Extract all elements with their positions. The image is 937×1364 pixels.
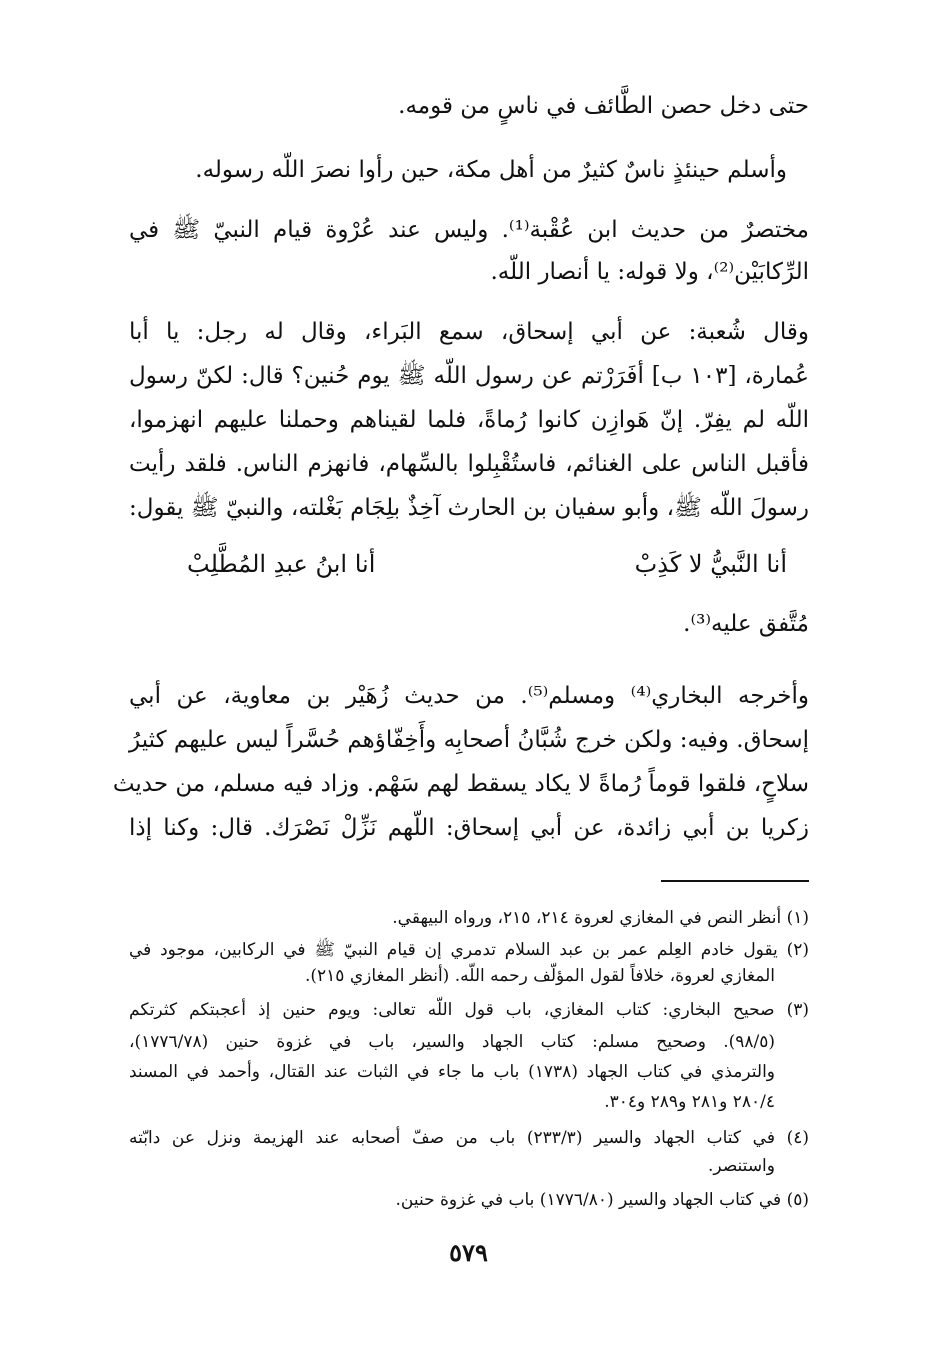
footnote-1: (١) أنظر النص في المغازي لعروة ٢١٤، ٢١٥، ورواه البيهقي. [392, 908, 809, 928]
body-line-5: وقال شُعبة: عن أبي إسحاق، سمع البَراء، وقال له رجل: يا أبا [129, 319, 809, 345]
footnote-2-cont: المغازي لعروة، خلافاً لقول المؤلّف رحمه اللّه. (أنظر المغازي ٢١٥). [305, 966, 775, 986]
body-line-6: عُمارة، [١٠٣ ب] أفَرَرْتم عن رسول اللّه ﷺ يوم حُنين؟ قال: لكنّ رسول [129, 363, 809, 389]
body-line-14: زكريا بن أبي زائدة، عن أبي إسحاق: اللّهم نَزِّلْ نَصْرَك. قال: وكنا إذا [129, 815, 809, 841]
footnote-2: (٢) يقول خادم العِلم عمر بن عبد السلام تدمري إن قيام النبيّ ﷺ في الركابين، موجود في [129, 940, 809, 960]
body-line-1: حتى دخل حصن الطَّائف في ناسٍ من قومه. [398, 93, 809, 119]
body-line-7: اللّه لم يفِرّ. إنّ هَوازِن كانوا رُماةً، فلما لقيناهم وحملنا عليهم انهزموا، [129, 407, 809, 433]
body-line-8: فأقبل الناس على الغنائم، فاستُقْبِلوا بالسِّهام، فانهزم الناس. فلقد رأيت [129, 451, 809, 477]
poetry-verse [187, 544, 787, 584]
body-line-13: سلاحٍ، فلقوا قوماً رُماةً لا يكاد يسقط لهم سَهْم. وزاد فيه مسلم، من حديث [112, 771, 809, 797]
body-line-3: مختصرٌ من حديث ابن عُقْبة⁽¹⁾. وليس عند عُرْوة قيام النبيّ ﷺ في [129, 217, 810, 243]
body-line-12: إسحاق. وفيه: ولكن خرج شُبَّانُ أصحابِه وأَخِفّاؤهم حُسَّراً ليس عليهم كثيرُ [129, 727, 809, 753]
footnote-3-cont-1: (٩٨/٥). وصحيح مسلم: كتاب الجهاد والسير، باب في غزوة حنين (١٧٧٦/٧٨)، [129, 1032, 775, 1052]
footnote-4: (٤) في كتاب الجهاد والسير (٢٣٣/٣) باب من صفّ أصحابه عند الهزيمة ونزل عن دابّته [129, 1128, 809, 1148]
body-line-10: مُتَّفق عليه⁽³⁾. [683, 611, 809, 637]
verse-first-hemistich: أنا النَّبيُّ لا كَذِبْ [634, 550, 787, 578]
footnote-5: (٥) في كتاب الجهاد والسير (١٧٧٦/٨٠) باب في غزوة حنين. [395, 1190, 809, 1210]
footnote-3-cont-3: ٢٨٠/٤ و٢٨١ و٢٨٩ و٣٠٤. [604, 1092, 775, 1112]
body-line-9: رسولَ اللّه ﷺ، وأبو سفيان بن الحارث آخِذٌ بلِجَام بَغْلته، والنبيّ ﷺ يقول: [129, 495, 809, 521]
footnote-3: (٣) صحيح البخاري: كتاب المغازي، باب قول اللّه تعالى: ويوم حنين إذ أعجبتكم كثرتكم [129, 1000, 809, 1020]
footnote-4-cont: واستنصر. [708, 1156, 775, 1176]
page-number: ٥٧٩ [449, 1238, 488, 1267]
footnote-3-cont-2: والترمذي في كتاب الجهاد (١٧٣٨) باب ما جاء في الثبات عند القتال، وأحمد في المسند [129, 1062, 775, 1082]
body-line-11: وأخرجه البخاري⁽⁴⁾ ومسلم⁽⁵⁾. من حديث زُهَيْر بن معاوية، عن أبي [129, 683, 810, 709]
body-line-2: وأسلم حينئذٍ ناسٌ كثيرٌ من أهل مكة، حين رأوا نصرَ اللّه رسوله. [195, 157, 787, 183]
footnote-separator [661, 880, 809, 882]
verse-second-hemistich: أنا ابنُ عبدِ المُطَّلِبْ [187, 550, 376, 578]
body-line-4: الرِّكابَيْن⁽²⁾، ولا قوله: يا أنصار اللّه. [490, 259, 809, 285]
